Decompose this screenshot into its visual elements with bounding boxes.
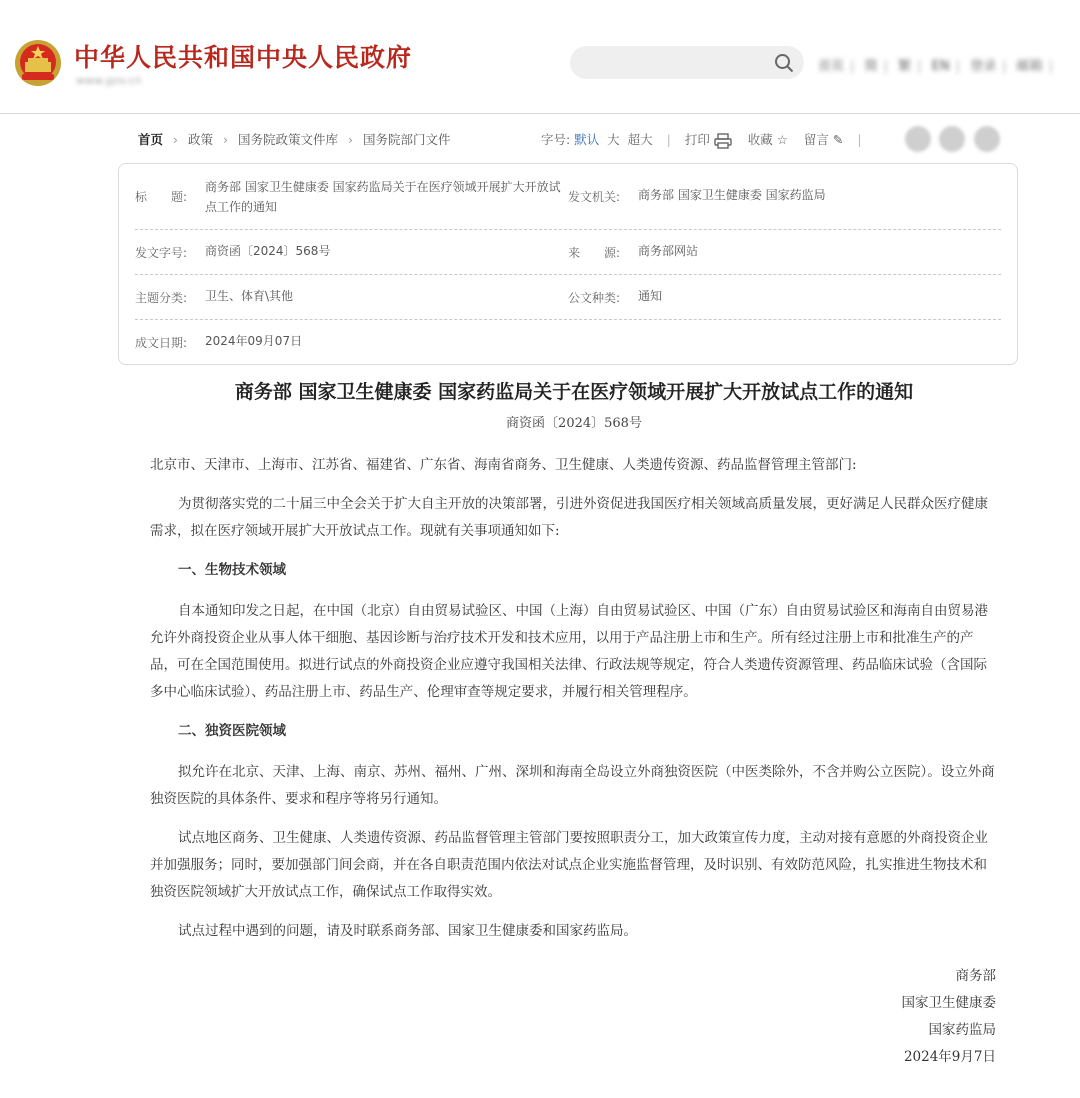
type-label: 公文种类: (568, 291, 621, 305)
font-size-label: 字号: (541, 132, 571, 147)
favorite-label: 收藏 (747, 132, 773, 147)
nav-english[interactable]: EN (931, 59, 950, 74)
contact-paragraph: 试点过程中遇到的问题，请及时联系商务部、国家卫生健康委和国家药监局。 (178, 923, 637, 939)
nav-simplified[interactable]: 简 (864, 59, 878, 74)
section2-heading: 二、独资医院领域 (178, 723, 286, 739)
national-emblem-icon[interactable] (14, 38, 62, 88)
signatory-nmpa: 国家药监局 (928, 1022, 996, 1038)
breadcrumb (138, 130, 451, 148)
nav-mail[interactable]: 邮箱 (1016, 59, 1043, 74)
page-tools: 字号: 默认 大 超大 | 打印 收藏 ☆ 留言 ✎ | (541, 132, 862, 147)
star-icon: ☆ (776, 132, 788, 147)
nav-login[interactable]: 登录 (970, 59, 997, 74)
source-label: 来 源: (568, 246, 621, 260)
share-wechat-icon[interactable] (905, 126, 931, 152)
info-row-title (135, 164, 1001, 230)
section1-paragraph: 自本通知印发之日起，在中国（北京）自由贸易试验区、中国（上海）自由贸易试验区、中国（广东）自由贸易试验区和海南自由贸易港允许外商投资企业从事人体干细胞、基因诊断与治疗技术开发和技术应用，以用于产品注册上市和生产。所有经过注册上市和批准生产的产品，可在全国范围使用。拟进行试点的外商投资企业应遵守我国相关法律、行政法规等规定，符合人类遗传资源管理、药品临床试验（含国际多中心临床试验）、药品注册上市、药品生产、伦理审查等规定要求，并履行相关管理程序。 (150, 603, 988, 700)
issuer-label: 发文机关: (568, 190, 621, 204)
source-value: 商务部网站 (638, 244, 699, 258)
breadcrumb-home[interactable]: 首页 (138, 132, 164, 147)
section1-heading: 一、生物技术领域 (178, 562, 286, 578)
favorite-button[interactable] (748, 132, 792, 147)
topic-label: 主题分类: (135, 291, 188, 305)
font-xlarge-button[interactable]: 超大 (627, 132, 653, 147)
signatory-nhc: 国家卫生健康委 (901, 995, 996, 1011)
pilot-paragraph: 试点地区商务、卫生健康、人类遗传资源、药品监督管理主管部门要按照职责分工，加大政策宣传力度，主动对接有意愿的外商投资企业并加强服务；同时，要加强部门间会商，并在各自职责范围内依法对试点企业实施监督管理，及时识别、有效防范风险，扎实推进生物技术和独资医院领域扩大开放试点工作，确保试点工作取得实效。 (150, 830, 988, 900)
font-default-button[interactable]: 默认 (574, 132, 600, 147)
share-weibo-icon[interactable] (939, 126, 965, 152)
font-large-button[interactable]: 大 (607, 132, 620, 147)
share-qzone-icon[interactable] (974, 126, 1000, 152)
intro-paragraph: 为贯彻落实党的二十届三中全会关于扩大自主开放的决策部署，引进外资促进我国医疗相关领域高质量发展，更好满足人民群众医疗健康需求，拟在医疗领域开展扩大开放试点工作。现就有关事项通知如下: (150, 496, 988, 539)
sign-date: 2024年9月7日 (903, 1049, 996, 1065)
pen-icon: ✎ (832, 132, 844, 147)
date-label: 成文日期: (135, 336, 188, 350)
issuer-value: 商务部 国家卫生健康委 国家药监局 (638, 188, 826, 202)
date-value: 2024年09月07日 (205, 334, 303, 348)
title-label: 标 题: (135, 190, 188, 204)
info-row-date (135, 320, 1001, 363)
document-info-table (118, 163, 1018, 365)
chevron-right-icon: › (348, 132, 354, 147)
signatory-mofcom: 商务部 (955, 968, 996, 984)
print-button[interactable] (685, 132, 736, 147)
nav-home[interactable]: 首页 (818, 59, 845, 74)
top-nav: 首页 | 简 | 繁 | EN | 登录 | 邮箱 | (818, 59, 1054, 74)
addressee: 北京市、天津市、上海市、江苏省、福建省、广东省、海南省商务、卫生健康、人类遗传资源、药品监督管理主管部门: (150, 457, 857, 473)
search-icon[interactable] (774, 53, 794, 73)
site-header (0, 0, 1080, 114)
print-label: 打印 (684, 132, 710, 147)
comment-label: 留言 (803, 132, 829, 147)
topic-value: 卫生、体育\其他 (205, 289, 294, 303)
print-icon (714, 133, 732, 149)
breadcrumb-dept-documents[interactable]: 国务院部门文件 (363, 132, 451, 147)
doc-no-label: 发文字号: (135, 246, 188, 260)
breadcrumb-policy[interactable]: 政策 (188, 132, 214, 147)
site-title[interactable]: 中华人民共和国中央人民政府 (74, 43, 413, 72)
chevron-right-icon: › (223, 132, 229, 147)
chevron-right-icon: › (173, 132, 179, 147)
breadcrumb-policy-library[interactable]: 国务院政策文件库 (238, 132, 339, 147)
document-body (150, 452, 996, 957)
doc-no-value: 商资函〔2024〕568号 (205, 244, 331, 258)
site-url: www.gov.cn (76, 74, 142, 87)
signature-block (902, 963, 997, 1071)
info-row-docno (135, 230, 1001, 275)
document-title: 商务部 国家卫生健康委 国家药监局关于在医疗领域开展扩大开放试点工作的通知 (234, 381, 914, 403)
nav-traditional[interactable]: 繁 (898, 59, 912, 74)
info-row-topic (135, 275, 1001, 320)
search-box[interactable] (570, 46, 804, 79)
type-value: 通知 (638, 289, 663, 303)
comment-button[interactable] (804, 132, 847, 147)
document-number: 商资函〔2024〕568号 (506, 416, 642, 431)
section2-paragraph: 拟允许在北京、天津、上海、南京、苏州、福州、广州、深圳和海南全岛设立外商独资医院（中医类除外，不含并购公立医院）。设立外商独资医院的具体条件、要求和程序等将另行通知。 (150, 764, 995, 807)
title-value: 商务部 国家卫生健康委 国家药监局关于在医疗领域开展扩大开放试点工作的通知 (205, 180, 561, 214)
